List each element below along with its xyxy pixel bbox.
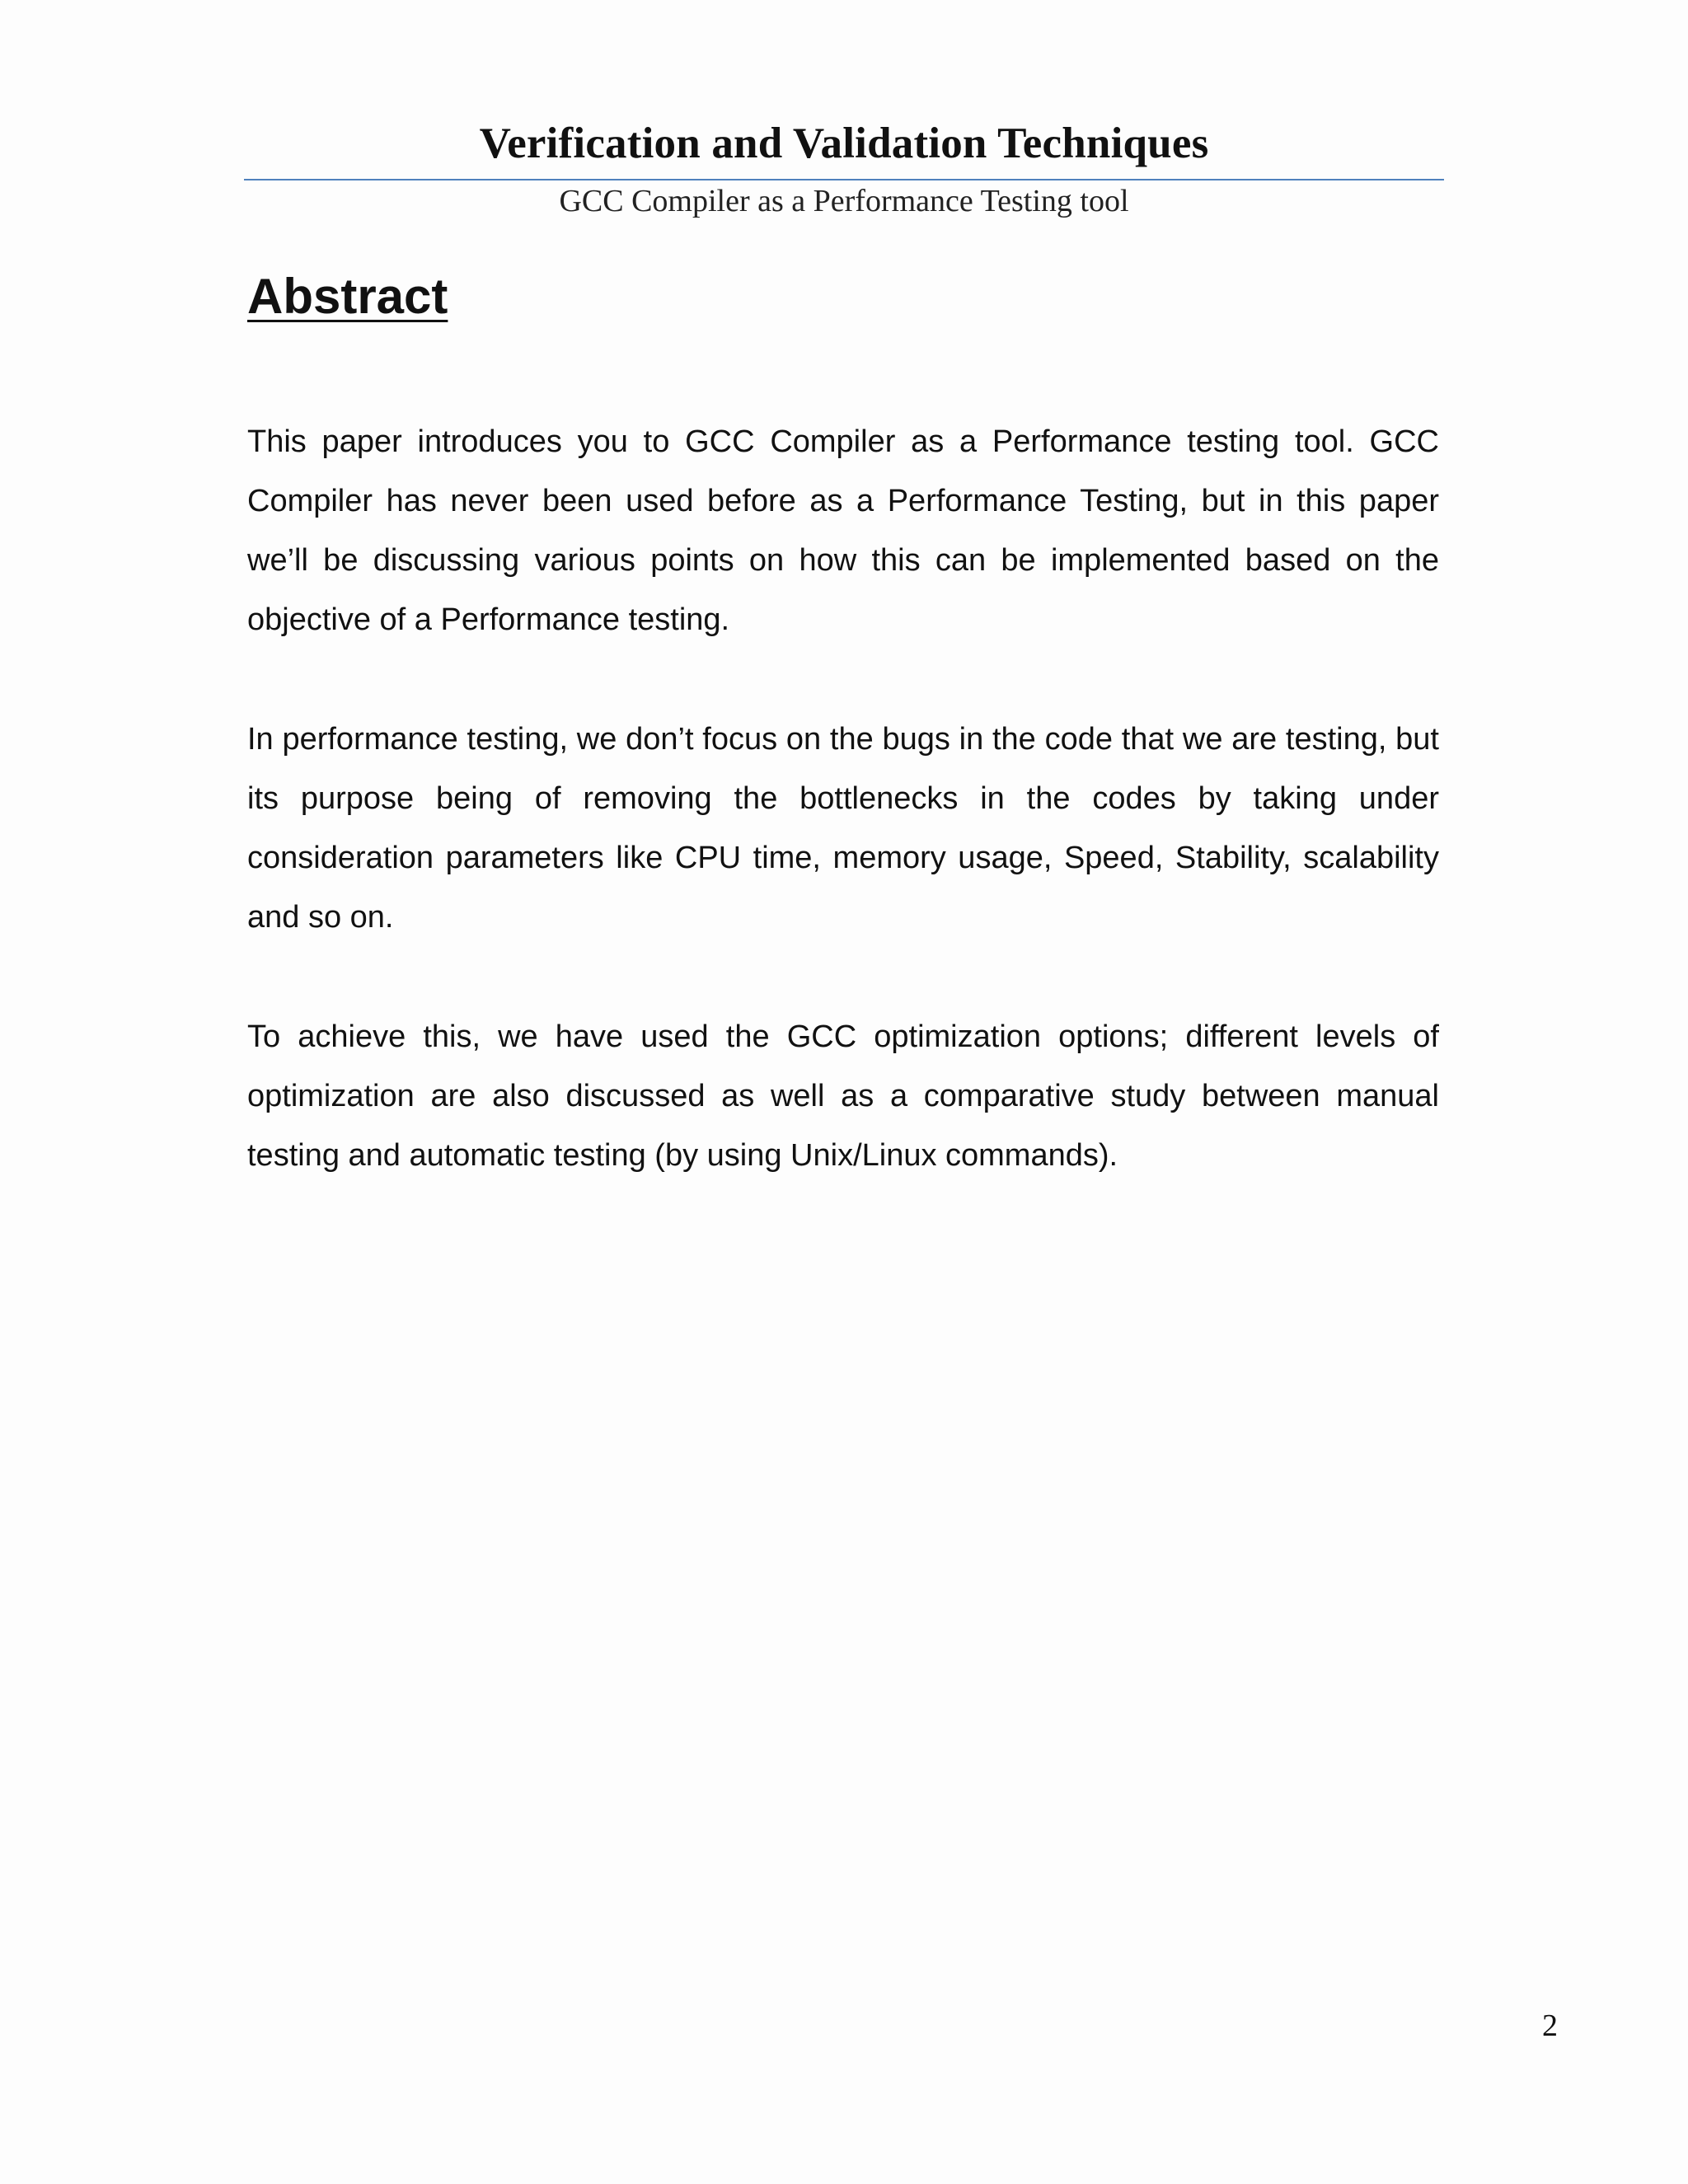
document-subtitle-row [244,183,1444,219]
header-divider [244,179,1444,180]
section-heading-abstract: Abstract [247,269,448,324]
abstract-paragraph: In performance testing, we don’t focus on the bugs in the code that we are testing, but its purpose being of removing the bottlenecks in the codes by taking under consideration parameters like CPU time, memory usage, Speed, Stability, scalability and so on. [247,722,1439,935]
page-number: 2 [1542,2008,1558,2043]
document-title: Verification and Validation Techniques [479,120,1209,167]
document-subtitle: GCC Compiler as a Performance Testing tool [559,184,1129,218]
abstract-paragraph: To achieve this, we have used the GCC optimization options; different levels of optimization are also discussed as well as a comparative study between manual testing and automatic testing (by using Unix/Linux commands). [247,1019,1439,1173]
page-header [244,115,1444,171]
abstract-paragraph: This paper introduces you to GCC Compiler as a Performance testing tool. GCC Compiler has never been used before as a Performance Testing, but in this paper we’ll be discussing various points on how this can be implemented based on the objective of a Performance testing. [247,424,1439,637]
